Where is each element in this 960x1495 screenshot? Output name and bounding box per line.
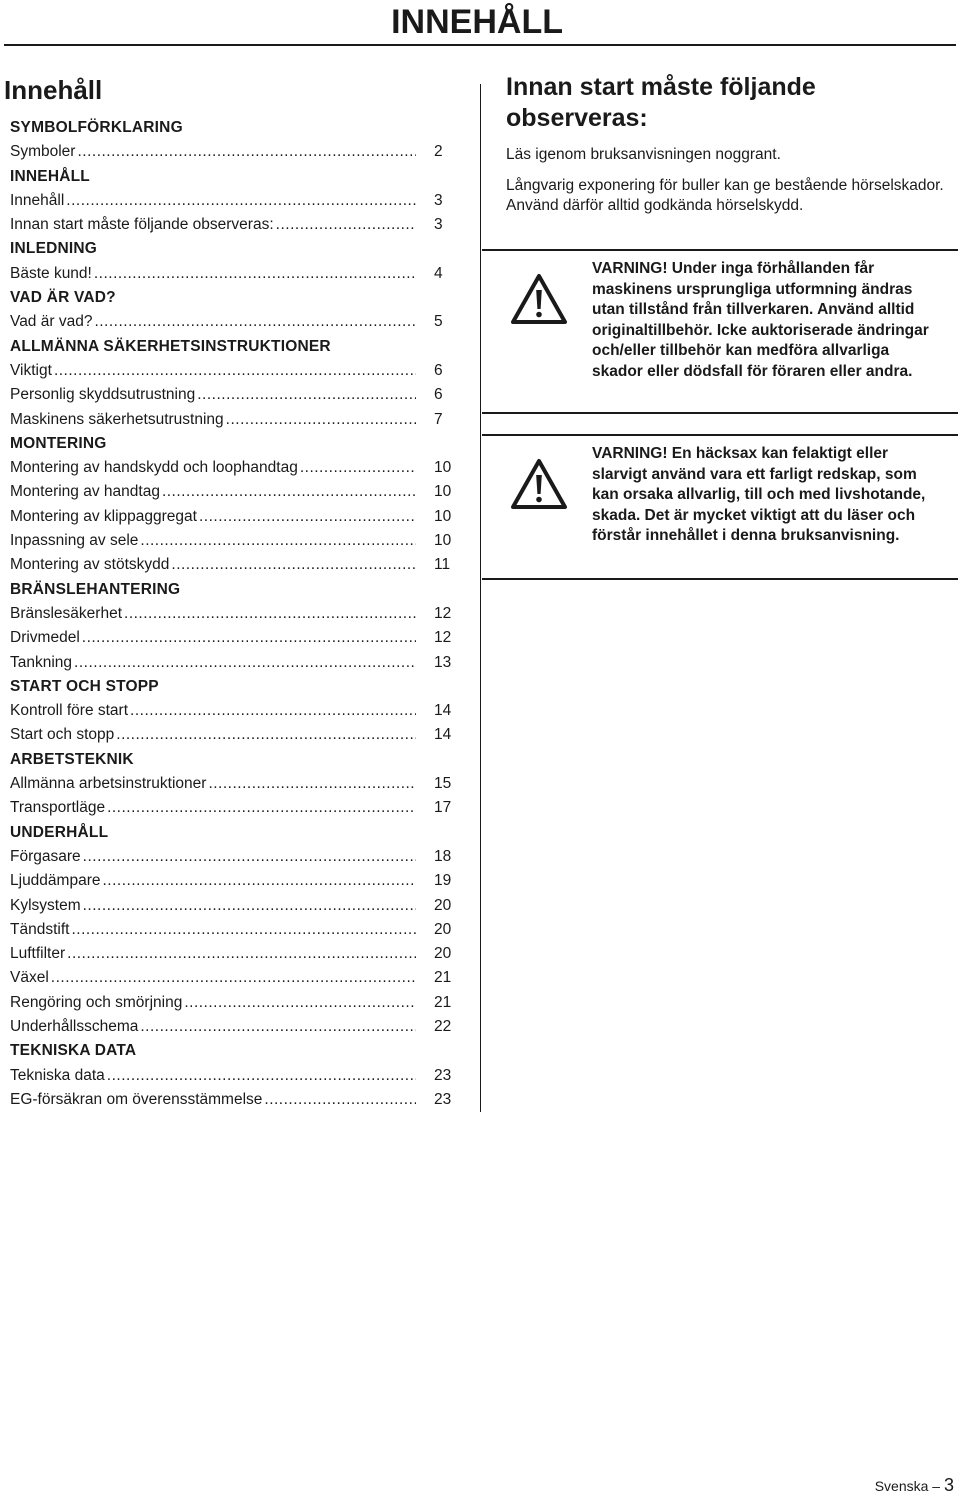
toc-entry-label: Vad är vad? — [10, 313, 93, 331]
toc-entry[interactable] — [4, 602, 464, 626]
toc-leader-dots — [107, 796, 416, 820]
toc-leader-dots — [208, 772, 416, 796]
toc-entry-label: Personlig skyddsutrustning — [10, 386, 196, 404]
toc-entry-label: Inpassning av sele — [10, 532, 139, 550]
toc-section-heading: ARBETSTEKNIK — [10, 750, 134, 768]
toc-section-heading: SYMBOLFÖRKLARING — [10, 119, 183, 136]
toc-leader-dots — [276, 213, 416, 237]
toc-entry-label: Bränslesäkerhet — [10, 604, 123, 622]
warning-triangle-icon — [510, 458, 568, 510]
toc-section-heading: TEKNISKA DATA — [10, 1042, 137, 1060]
toc-entry[interactable] — [4, 869, 464, 893]
toc-entry-page: 21 — [434, 969, 452, 987]
toc-entry-label: Montering av handskydd och loophandtag — [10, 459, 298, 477]
toc-section-heading: ALLMÄNNA SÄKERHETSINSTRUKTIONER — [10, 337, 331, 355]
toc-entry-label: Montering av handtag — [10, 483, 160, 501]
toc-entry[interactable] — [4, 651, 464, 675]
toc-entry-label: Växel — [10, 969, 49, 987]
intro-paragraph-2: Långvarig exponering för buller kan ge bestående hörselskador. Använd därför alltid godkända hörselskydd. — [506, 176, 944, 214]
toc-entry-label: Drivmedel — [10, 629, 80, 647]
toc-entry[interactable] — [4, 1015, 464, 1039]
toc-entry-label: Start och stopp — [10, 726, 115, 744]
toc-entry-label: Transportläge — [10, 799, 106, 817]
toc-entry-label: Viktigt — [10, 361, 52, 379]
toc-leader-dots — [71, 918, 416, 942]
toc-entry-page: 15 — [434, 775, 452, 793]
toc-entry-page: 23 — [434, 1090, 452, 1108]
warning-text-2: VARNING! En häcksax kan felaktigt eller slarvigt använd vara ett farligt redskap, som kan orsaka allvarlig, till och med livshotande, skada. Det är mycket viktigt att du läser och förstår innehållet i denna bruksanvisning. — [592, 445, 926, 544]
toc-entry-page: 19 — [434, 872, 452, 890]
toc-entry-page: 7 — [434, 410, 443, 428]
toc-leader-dots — [184, 991, 416, 1015]
toc-section-heading: VAD ÄR VAD? — [10, 289, 116, 307]
toc-entry-page: 12 — [434, 604, 452, 622]
toc-entry[interactable] — [4, 626, 464, 650]
toc-leader-dots — [116, 723, 416, 747]
toc-entry-label: Montering av klippaggregat — [10, 507, 197, 525]
toc-leader-dots — [94, 310, 416, 334]
toc-leader-dots — [66, 189, 416, 213]
toc-entry-label: Kontroll före start — [10, 702, 129, 720]
toc-leader-dots — [171, 553, 416, 577]
toc-entry[interactable] — [4, 529, 464, 553]
toc-entry-page: 12 — [434, 629, 452, 647]
toc-entry-page: 22 — [434, 1017, 452, 1035]
toc-entry-page: 10 — [434, 532, 452, 550]
toc-entry[interactable] — [4, 480, 464, 504]
toc-entry[interactable] — [4, 213, 464, 237]
toc-entry-page: 11 — [434, 556, 451, 574]
toc-entry[interactable] — [4, 1064, 464, 1088]
toc-entry-page: 13 — [434, 653, 452, 671]
toc-entry[interactable] — [4, 723, 464, 747]
toc-entry-label: Maskinens säkerhetsutrustning — [10, 410, 224, 428]
toc-entry[interactable] — [4, 772, 464, 796]
toc-entry-label: Tankning — [10, 653, 73, 671]
toc-list — [4, 116, 464, 1112]
toc-column — [4, 68, 464, 1112]
toc-entry-page: 6 — [434, 386, 443, 404]
toc-entry-label: Tekniska data — [10, 1066, 105, 1084]
toc-entry-label: Underhållsschema — [10, 1017, 139, 1035]
toc-entry-label: Innan start måste följande observeras: — [10, 216, 274, 234]
warning-box-1 — [482, 249, 958, 414]
toc-entry[interactable] — [4, 553, 464, 577]
warning-text-1: VARNING! Under inga förhållanden får maskinens ursprungliga utformning ändras utan tillstånd från tillverkaren. Använd alltid originaltillbehör. Icke auktoriserade ändringar och/eller tillbehör kan medföra allvarliga skador eller dödsfall för föraren eller andra. — [592, 260, 929, 380]
footer-page-number: 3 — [943, 1475, 954, 1495]
toc-entry[interactable] — [4, 1088, 464, 1112]
toc-entry-page: 17 — [434, 799, 452, 817]
toc-entry-page: 10 — [434, 483, 452, 501]
toc-entry-label: Luftfilter — [10, 945, 66, 963]
toc-leader-dots — [226, 408, 416, 432]
toc-leader-dots — [107, 1064, 416, 1088]
toc-entry-page: 20 — [434, 945, 452, 963]
toc-entry[interactable] — [4, 262, 464, 286]
toc-section-heading: MONTERING — [10, 434, 107, 452]
warning-triangle-icon — [510, 273, 568, 325]
toc-entry[interactable] — [4, 991, 464, 1015]
toc-entry[interactable] — [4, 456, 464, 480]
toc-section-heading: BRÄNSLEHANTERING — [10, 580, 181, 598]
toc-entry-label: EG-försäkran om överensstämmelse — [10, 1090, 263, 1108]
toc-section-heading: INLEDNING — [10, 240, 98, 258]
toc-entry[interactable] — [4, 699, 464, 723]
toc-entry-label: Bäste kund! — [10, 264, 92, 282]
toc-entry-page: 23 — [434, 1066, 452, 1084]
toc-leader-dots — [130, 699, 416, 723]
toc-entry-page: 21 — [434, 993, 452, 1011]
toc-entry-page: 20 — [434, 896, 452, 914]
toc-leader-dots — [77, 140, 416, 164]
toc-leader-dots — [264, 1088, 416, 1112]
toc-entry-page: 5 — [434, 313, 443, 331]
header-rule — [4, 44, 956, 46]
toc-entry-page: 2 — [434, 143, 443, 161]
toc-entry[interactable] — [4, 942, 464, 966]
toc-leader-dots — [300, 456, 416, 480]
toc-entry-page: 14 — [434, 702, 452, 720]
toc-leader-dots — [197, 383, 416, 407]
toc-leader-dots — [140, 1015, 416, 1039]
toc-leader-dots — [124, 602, 416, 626]
toc-entry-page: 10 — [434, 507, 452, 525]
toc-leader-dots — [67, 942, 416, 966]
toc-entry[interactable] — [4, 383, 464, 407]
toc-entry[interactable] — [4, 505, 464, 529]
toc-entry-label: Kylsystem — [10, 896, 81, 914]
toc-entry-page: 10 — [434, 459, 452, 477]
toc-entry[interactable] — [4, 796, 464, 820]
toc-entry[interactable] — [4, 140, 464, 164]
toc-entry-page: 3 — [434, 191, 443, 209]
toc-leader-dots — [102, 869, 416, 893]
warning-box-2 — [482, 434, 958, 580]
toc-entry-label: Tändstift — [10, 920, 70, 938]
toc-entry-label: Montering av stötskydd — [10, 556, 170, 574]
toc-leader-dots — [74, 651, 416, 675]
toc-entry-page: 3 — [434, 216, 443, 234]
toc-entry-page: 18 — [434, 847, 452, 865]
toc-leader-dots — [199, 505, 416, 529]
toc-section-heading: START OCH STOPP — [10, 677, 159, 695]
toc-leader-dots — [83, 894, 416, 918]
toc-entry-label: Rengöring och smörjning — [10, 993, 183, 1011]
column-divider — [480, 84, 481, 1112]
toc-leader-dots — [162, 480, 416, 504]
toc-entry-label: Allmänna arbetsinstruktioner — [10, 775, 207, 793]
toc-entry-page: 20 — [434, 920, 452, 938]
toc-entry-label: Ljuddämpare — [10, 872, 101, 890]
footer-language: Svenska — [874, 1478, 929, 1494]
toc-leader-dots — [94, 262, 416, 286]
toc-entry-label: Symboler — [10, 143, 76, 161]
toc-section-heading: INNEHÅLL — [10, 167, 90, 185]
toc-heading: Innehåll — [4, 75, 103, 105]
page-footer — [875, 1476, 954, 1495]
toc-entry-label: Förgasare — [10, 847, 81, 865]
toc-entry-page: 14 — [434, 726, 452, 744]
toc-leader-dots — [51, 966, 416, 990]
toc-entry[interactable] — [4, 966, 464, 990]
intro-column — [506, 72, 958, 217]
toc-leader-dots — [140, 529, 416, 553]
toc-entry[interactable] — [4, 894, 464, 918]
toc-entry[interactable] — [4, 189, 464, 213]
toc-leader-dots — [83, 845, 416, 869]
toc-leader-dots — [54, 359, 416, 383]
toc-entry[interactable] — [4, 918, 464, 942]
toc-entry[interactable] — [4, 310, 464, 334]
toc-entry-label: Innehåll — [10, 191, 65, 209]
toc-entry[interactable] — [4, 359, 464, 383]
toc-section-heading: UNDERHÅLL — [10, 823, 109, 841]
toc-entry-page: 4 — [434, 264, 443, 282]
toc-leader-dots — [82, 626, 416, 650]
toc-entry-page: 6 — [434, 361, 443, 379]
toc-entry[interactable] — [4, 408, 464, 432]
intro-heading: Innan start måste följande observeras: — [506, 73, 816, 132]
intro-paragraph-1: Läs igenom bruksanvisningen noggrant. — [506, 146, 781, 163]
footer-dash: – — [932, 1478, 941, 1494]
page-header-title: INNEHÅLL — [391, 3, 563, 41]
toc-entry[interactable] — [4, 845, 464, 869]
